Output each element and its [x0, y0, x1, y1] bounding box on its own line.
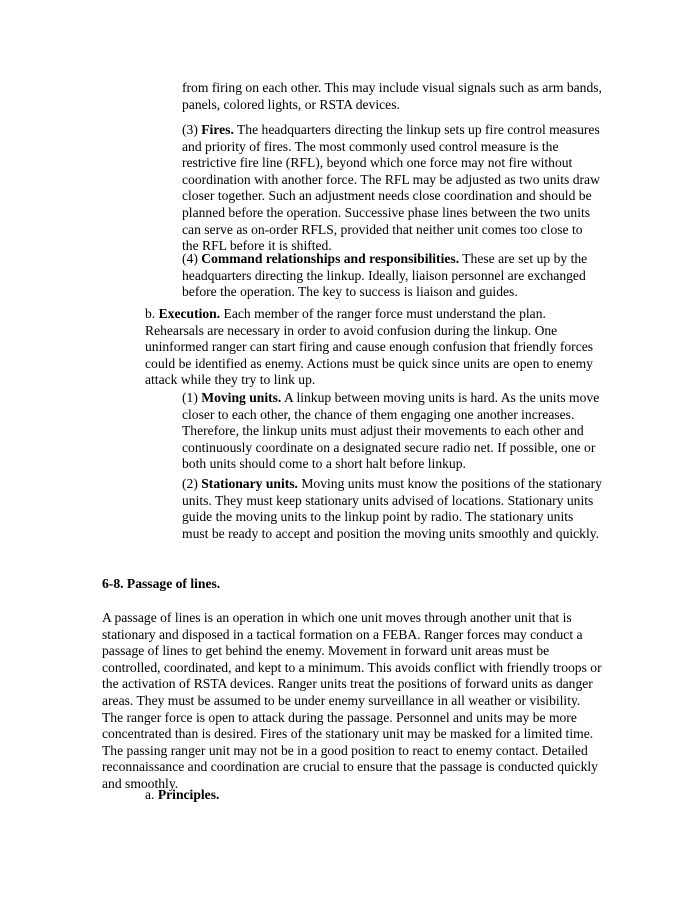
fires-text: The headquarters directing the linkup sets up fire control measures and priority of fires. The most commonly used control measure is the restrictive fire line (RFL), beyond which one force may not fire without coordination with another force. The RFL may be adjusted as two units draw closer together. Such an adjustment needs close coordination and should be planned before the operation. Successive phase lines between the two units can serve as on-order RFLS, provided that neither unit comes too close to the RFL before it is shifted. [182, 122, 600, 254]
command-text: These are set up by the headquarters directing the linkup. Ideally, liaison personnel are exchanged before the operation. The key to success is liaison and guides. [182, 251, 588, 300]
command-number: (4) [182, 251, 202, 266]
section-body-text: A passage of lines is an operation in which one unit moves through another unit that is stationary and disposed in a tactical formation on a FEBA. Ranger forces may conduct a passage of lines to get behind the enemy. Movement in forward unit areas must be controlled, coordinated, and kept to a minimum. This avoids conflict with friendly troops or the activation of RSTA devices. Ranger units treat the positions of forward units as danger areas. They must be assumed to be under enemy surveillance in all weather or visibility. The ranger force is open to attack during the passage. Personnel and units may be more concentrated than is desired. Fires of the stationary unit may be masked for a limited time. The passing ranger unit may not be in a good position to react to enemy contact. Detailed reconnaissance and coordination are crucial to ensure that the passage is conducted quickly and smoothly. [102, 610, 602, 791]
continuation-paragraph [182, 80, 602, 113]
execution-title: Execution. [158, 306, 221, 321]
execution-number: b. [145, 306, 159, 321]
section-body [102, 610, 602, 793]
command-title: Command relationships and responsibilities. [201, 251, 460, 266]
fires-number: (3) [182, 122, 202, 137]
fires-paragraph [182, 122, 602, 255]
moving-units-title: Moving units. [201, 390, 282, 405]
moving-units-number: (1) [182, 390, 202, 405]
moving-units-paragraph [182, 390, 602, 473]
section-heading-text: 6-8. Passage of lines. [102, 576, 221, 591]
stationary-units-paragraph [182, 476, 602, 542]
stationary-units-text: Moving units must know the positions of the stationary units. They must keep stationary units advised of locations. Stationary units guide the moving units to the linkup point by radio. The stationary units must be ready to accept and position the moving units smoothly and quickly. [182, 476, 602, 541]
principles-heading [145, 787, 602, 804]
stationary-units-number: (2) [182, 476, 202, 491]
principles-number: a. [145, 787, 158, 802]
moving-units-text: A linkup between moving units is hard. As the units move closer to each other, the chance of them engaging one another increases. Therefore, the linkup units must adjust their movements to each other and continuously coordinate on a designated secure radio net. If possible, one or both units should come to a short halt before linkup. [182, 390, 600, 472]
continuation-text: from firing on each other. This may include visual signals such as arm bands, panels, colored lights, or RSTA devices. [182, 80, 602, 112]
section-heading [102, 576, 602, 593]
execution-paragraph [145, 306, 602, 389]
principles-title: Principles. [157, 787, 220, 802]
command-paragraph [182, 251, 602, 301]
stationary-units-title: Stationary units. [201, 476, 298, 491]
fires-title: Fires. [201, 122, 234, 137]
execution-text: Each member of the ranger force must understand the plan. Rehearsals are necessary in order to avoid confusion during the linkup. One uninformed ranger can start firing and cause enough confusion that friendly forces could be identified as enemy. Actions must be quick since units are open to enemy attack while they try to link up. [145, 306, 594, 388]
